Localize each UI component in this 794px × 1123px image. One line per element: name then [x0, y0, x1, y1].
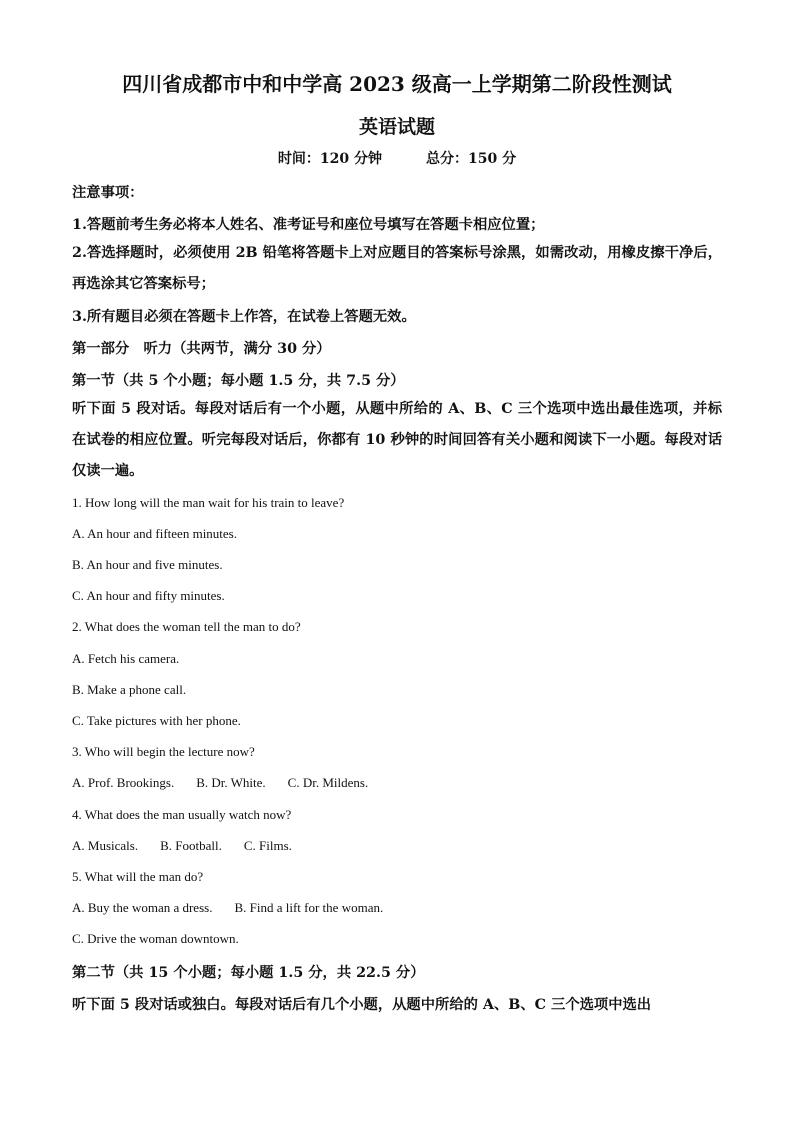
question-4-options	[72, 838, 722, 854]
exam-time: 时间：120 分钟	[277, 151, 382, 167]
question-4-option-c: C. Films.	[243, 838, 292, 853]
section2-heading: 第二节（共 15 个小题；每小题 1.5 分，共 22.5 分）	[72, 965, 425, 981]
question-4-option-a: A. Musicals.	[72, 838, 139, 853]
question-5-options-ab	[72, 900, 722, 916]
question-1: 1. How long will the man wait for his train to leave?	[72, 495, 345, 510]
question-2-option-b: B. Make a phone call.	[72, 682, 187, 697]
question-3-option-b: B. Dr. White.	[196, 775, 266, 790]
question-2-option-a: A. Fetch his camera.	[72, 651, 180, 666]
exam-subtitle: 英语试题	[358, 116, 435, 138]
question-5-option-b: B. Find a lift for the woman.	[234, 900, 384, 915]
section1-instruction: 听下面 5 段对话。每段对话后有一个小题，从题中所给的 A、B、C 三个选项中选出最佳选项，并标在试卷的相应位置。听完每段对话后，你都有 10 秒钟的时间回答有关小题和阅读下一小题。每段对话仅读一遍。	[72, 401, 722, 479]
question-4-option-b: B. Football.	[160, 838, 222, 853]
notes-heading: 注意事项：	[72, 185, 144, 201]
question-3-option-c: C. Dr. Mildens.	[287, 775, 369, 790]
note-item-1: 1.答题前考生务必将本人姓名、准考证号和座位号填写在答题卡相应位置；	[72, 217, 545, 233]
question-3: 3. Who will begin the lecture now?	[72, 744, 255, 759]
question-1-option-c: C. An hour and fifty minutes.	[72, 588, 225, 603]
question-1-option-a: A. An hour and fifteen minutes.	[72, 526, 237, 541]
exam-score: 总分：150 分	[426, 151, 517, 167]
question-1-option-b: B. An hour and five minutes.	[72, 557, 223, 572]
note-item-3: 3.所有题目必须在答题卡上作答，在试卷上答题无效。	[72, 309, 416, 325]
question-5-option-c: C. Drive the woman downtown.	[72, 931, 239, 946]
question-4: 4. What does the man usually watch now?	[72, 807, 292, 822]
question-3-options	[72, 775, 722, 791]
question-3-option-a: A. Prof. Brookings.	[72, 775, 175, 790]
exam-title: 四川省成都市中和中学高 2023 级高一上学期第二阶段性测试	[122, 72, 672, 96]
question-5: 5. What will the man do?	[72, 869, 204, 884]
question-2: 2. What does the woman tell the man to do?	[72, 619, 301, 634]
exam-meta	[0, 148, 794, 168]
note-item-2: 2.答选择题时，必须使用 2B 铅笔将答题卡上对应题目的答案标号涂黑，如需改动，用橡皮擦干净后，再选涂其它答案标号；	[72, 245, 722, 292]
section1-heading: 第一节（共 5 个小题；每小题 1.5 分，共 7.5 分）	[72, 373, 405, 389]
part1-heading: 第一部分 听力（共两节，满分 30 分）	[72, 341, 331, 357]
section2-instruction: 听下面 5 段对话或独白。每段对话后有几个小题，从题中所给的 A、B、C 三个选项中选出	[72, 997, 652, 1013]
question-2-option-c: C. Take pictures with her phone.	[72, 713, 241, 728]
question-5-option-a: A. Buy the woman a dress.	[72, 900, 213, 915]
